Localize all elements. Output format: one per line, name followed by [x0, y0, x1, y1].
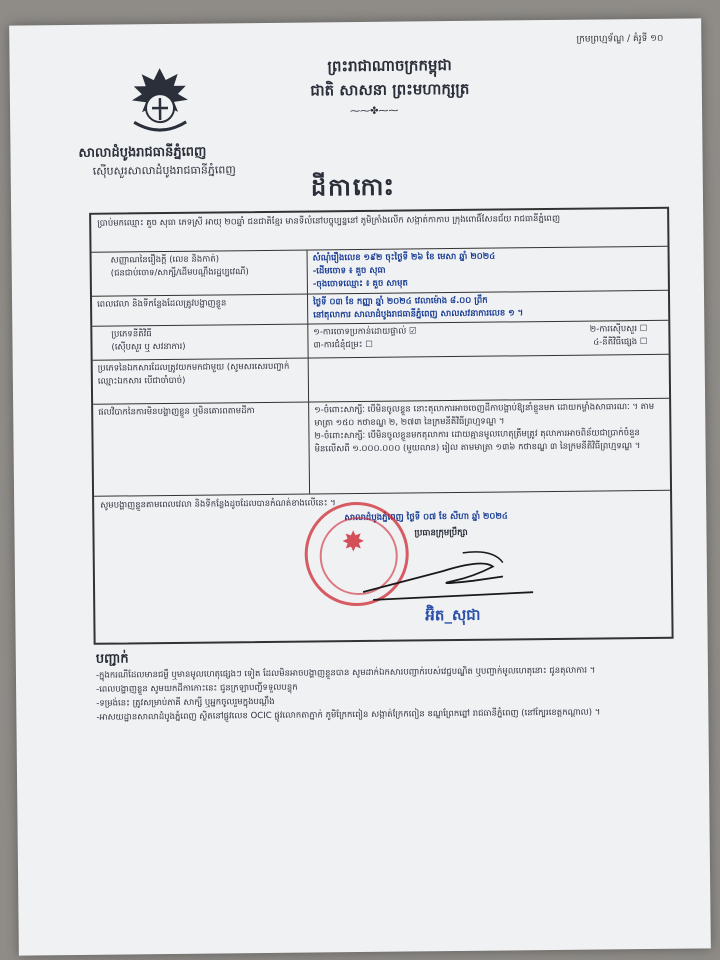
- note-item-1: -ក្នុងករណីដែលមានជម្ងឺ ឬមានមូលហេតុផ្សេងៗ ទៀត ដែលមិនអាចបង្ហាញខ្លួនបាន សូមដាក់ឯកសារបញ្ជាក់របស់វេជ្ជបណ្ឌិត ឬបញ្ជាក់មូលហេតុនោះ ជូនតុលាការ ។: [95, 665, 596, 681]
- note-item-4: -អាសយដ្ឋានសាលាដំបូងភ្នំពេញ ស្ថិតនៅផ្លូវលេខ OCIC ផ្លូវលោកតាភ្នាក់ ភូមិក្រែកពៀន សង្កាត់ក្រែកពៀន ខណ្ឌព្រែកព្នៅ រាជធានីភ្នំពេញ (នៅក្បែរខេត្តកណ្តាល) ។: [96, 707, 601, 723]
- consequence-label: ផលវិបាកនៃការមិនបង្ហាញខ្លួន ឬមិនគោរពតាមដីកា: [98, 406, 255, 418]
- appearance-place: នៅតុលាការ សាលាដំបូងរាជធានីភ្នំពេញ សាលសវនាការលេខ ១ ។: [313, 308, 524, 321]
- documents-label: ប្រភេទនៃឯកសារដែលត្រូវយកមកជាមួយ (សូមសរសេរបញ្ជាក់ឈ្មោះឯកសារ បើជាចាំបាច់): [97, 361, 290, 387]
- summons-document: [9, 18, 711, 955]
- appearance-request: សូមបង្ហាញខ្លួនតាមពេលវេលា និងទីកន្លែងដូចដែលបានកំណត់ខាងលើនេះ ។: [100, 498, 336, 511]
- court-subtitle: ស៊ើបសួរសាលាដំបូងរាជធានីភ្នំពេញ: [92, 163, 236, 178]
- kingdom-line: ព្រះរាជាណាចក្រកម្ពុជា: [327, 56, 452, 76]
- intro-row: [91, 209, 667, 253]
- court-seal-icon: ✸: [304, 501, 409, 606]
- procedure-label: ប្រភេទនីតិវិធី: [111, 329, 152, 340]
- procedure-option-2: ២-ការស៊ើបសួរ ☐: [589, 323, 648, 335]
- documents-row: [93, 355, 669, 405]
- consequence-item-1: ១-ចំពោះសាក្សីៈ បើមិនចូលខ្លួន នោះតុលាការអាចចេញដីកាបង្គាប់ឱ្យនាំខ្លួនមក ដោយកម្លាំងសាធារណៈ ។ តាមមាត្រា ១៥០ កថាខណ្ឌ ២, ២៧៣ នៃក្រមនីតិវិធីព្រហ្មទណ្ឌ ។: [314, 401, 655, 429]
- consequence-item-2: ២-ចំពោះសាក្សីៈ បើមិនចូលខ្លួនមកតុលាការ ដោយគ្មានមូលហេតុត្រឹមត្រូវ តុលាការអាចពិន័យជាប្រាក់ចំនួនមិនលើសពី ១.០០០.០០០ (មួយលាន) រៀល តាមមាត្រា ១៣៦ កថាខណ្ឌ ៣ នៃក្រមនីតិវិធីព្រហ្មទណ្ឌ ។: [314, 428, 641, 455]
- appearance-time: ថ្ងៃទី ០៣ ខែ កញ្ញា ឆ្នាំ ២០២៤ វេលាម៉ោង ៨.០០ ព្រឹក: [313, 295, 488, 308]
- case-number: សំណុំរឿងលេខ ១៩២ ចុះថ្ងៃទី ២៦ ខែ មេសា ឆ្នាំ ២០២៤: [312, 251, 496, 264]
- court-emblem-icon: [120, 64, 201, 147]
- note-item-3: -ទម្រង់នេះ ត្រូវសម្រាប់ភាគី សាក្សី ឬអ្នកចូលរួមក្នុងបណ្តឹង: [96, 696, 275, 709]
- notes-heading: បញ្ជាក់: [95, 651, 129, 667]
- case-label: សញ្ញាណនៃរឿងក្តី (លេខ និងកាត់): [110, 254, 220, 266]
- summons-form-table: [89, 207, 673, 645]
- form-code: ក្រមព្រហ្មទ័ណ្ឌ / គំរូទី ១០: [576, 33, 664, 45]
- procedure-option-4: ៤-នីតិវិធីផ្សេង ☐: [593, 336, 648, 348]
- signer-name: អ៊ិត_សុជា: [425, 605, 481, 625]
- sign-place-date: សាលាដំបូងភ្នំពេញ ថ្ងៃទី ០៧ ខែ សីហា ឆ្នាំ ២០២៤: [344, 511, 508, 524]
- note-item-2: -ពេលបង្ហាញខ្លួន សូមយកដីកាកោះនេះ ជូនក្រឡាបញ្ជីទទួលបន្ទុក: [96, 682, 298, 695]
- procedure-option-1: ១-ការចោទប្រកាន់ដោយផ្ទាល់ ☑: [313, 326, 417, 338]
- time-label: ពេលវេលា និងទីកន្លែងដែលត្រូវបង្ហាញខ្លួន: [97, 298, 227, 310]
- kingdom-header: [259, 52, 519, 103]
- signer-title: ប្រធានក្រុមប្រឹក្សា: [414, 527, 468, 539]
- national-motto: ជាតិ សាសនា ព្រះមហាក្សត្រ: [310, 79, 470, 100]
- defendant-name: -ចុងចោទឈ្មោះ ៖ គួច សាមុត: [312, 278, 408, 290]
- court-name: សាលាដំបូងរាជធានីភ្នំពេញ: [78, 144, 207, 161]
- case-row: [92, 247, 668, 297]
- header-ornament: ⁓⁓✤⁓⁓: [350, 105, 399, 118]
- consequence-row: [93, 399, 670, 497]
- document-title: ដីកាកោះ: [310, 172, 397, 202]
- case-label-sub: (ជនជាប់ចោទ/សាក្សី/ដើមបណ្តឹងរដ្ឋប្បវេណី): [110, 267, 249, 279]
- intro-text: ប្រាប់មកឈ្មោះ គួច សុធា ភេទស្រី អាយុ ២០ឆ្នាំ ជនជាតិខ្មែរ មានទីលំនៅបច្ចុប្បន្ននៅ ភូមិក្រាំងលើក សង្កាត់កាកាប ក្រុងពោធិ៍សែនជ័យ រាជធានីភ្នំពេញ: [97, 213, 561, 229]
- plaintiff-name: -ដើមចោទ ៖ គួច សុធា: [312, 265, 386, 277]
- procedure-option-3: ៣-ការជំនុំជម្រះ ☐: [313, 339, 373, 351]
- procedure-label-sub: (ស៊ើបសួរ ឬ សវនាការ): [111, 341, 186, 353]
- notes-section: [96, 647, 687, 725]
